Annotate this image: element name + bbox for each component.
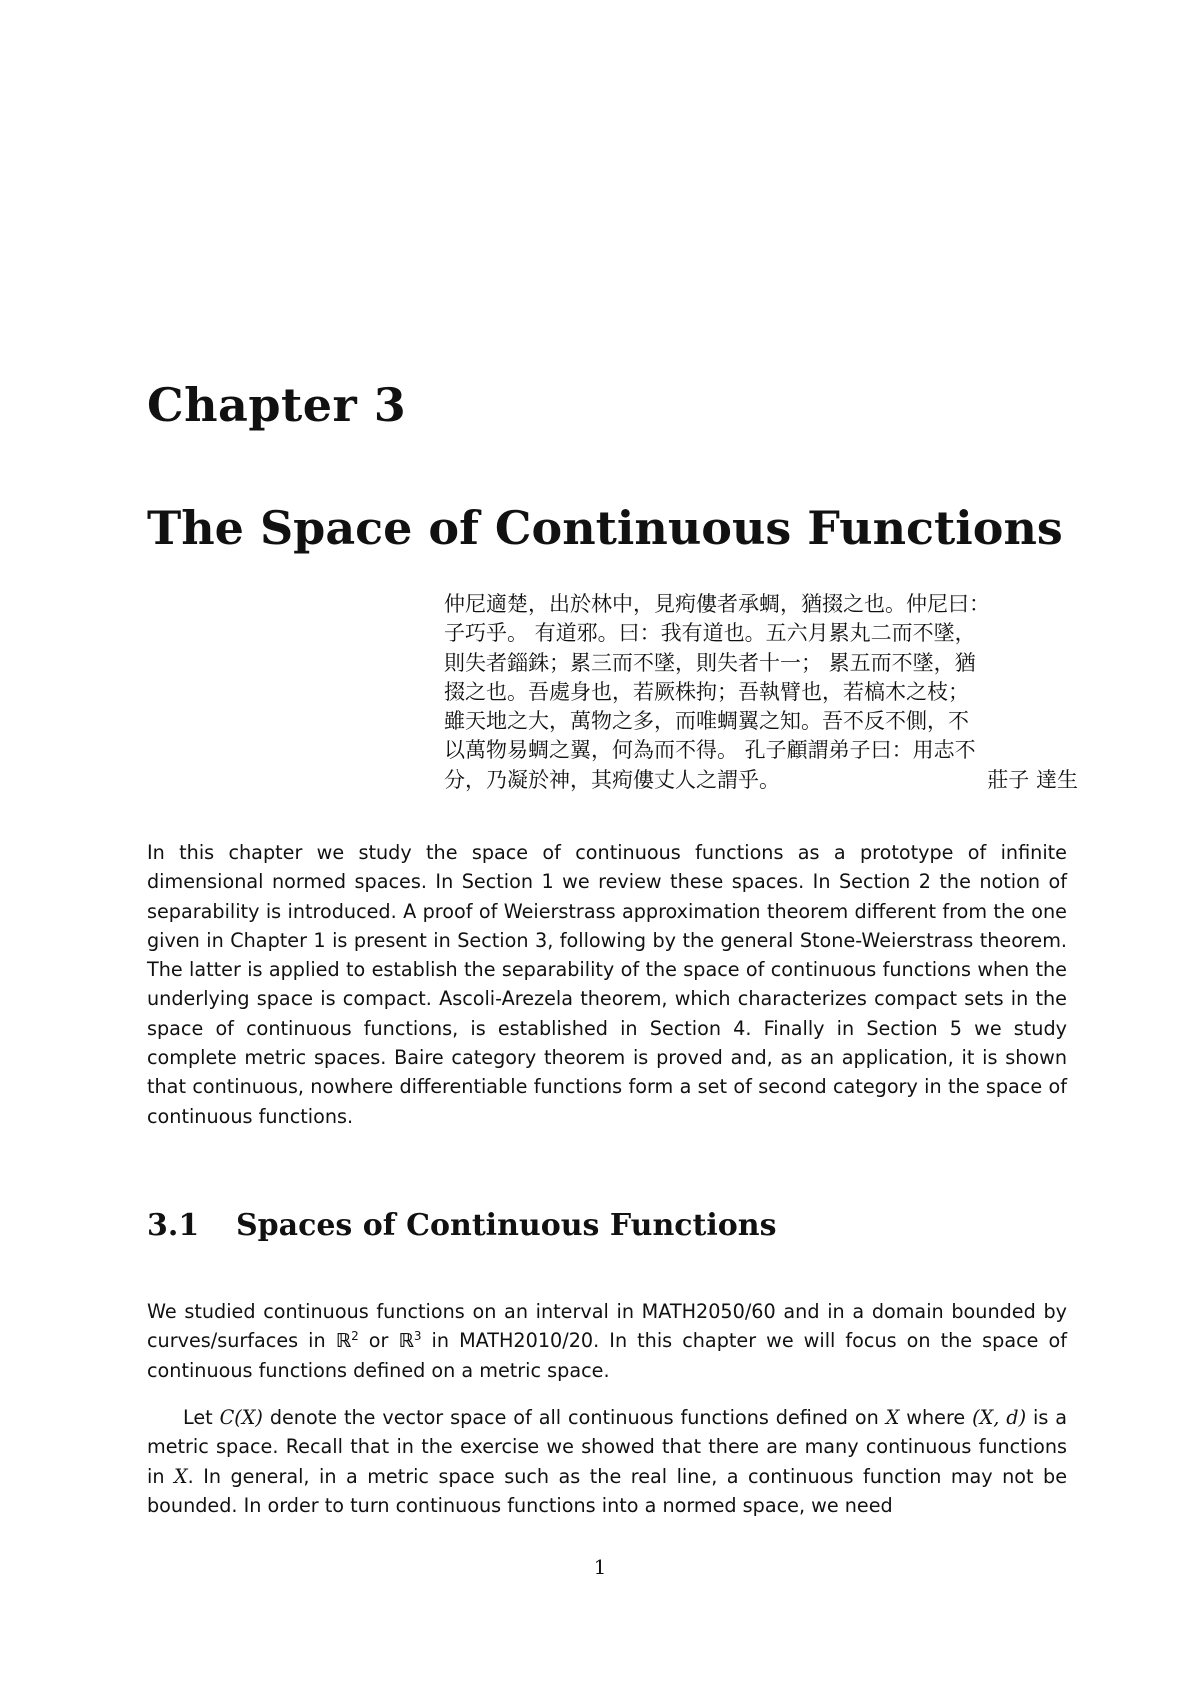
exponent: 2 [351, 1329, 359, 1344]
body-paragraph [147, 1403, 1067, 1520]
epigraph-line: 掇之也。吾處身也，若厥株拘；吾執臂也，若槁木之枝； [444, 679, 969, 704]
intro-paragraph: In this chapter we study the space of continuous functions as a prototype of infinite dimensional normed spaces. In Section 1 we review these spaces. In Section 2 the notion of separability is introduced. A proof of Weierstrass approximation theorem different from the one given in Chapter 1 is present in Section 3, following by the general Stone-Weierstrass theorem. The latter is applied to establish the separability of the space of continuous functions when the underlying space is compact. Ascoli-Arezela theorem, which characterizes compact sets in the space of continuous functions, is established in Section 4. Finally in Section 5 we study complete metric spaces. Baire category theorem is proved and, as an application, it is shown that continuous, nowhere differentiable functions form a set of second category in the space of continuous functions. [147, 841, 1067, 1128]
epigraph [444, 590, 1078, 795]
math-expression: C(X) [219, 1406, 263, 1429]
epigraph-line: 分，乃凝於神，其痀僂丈人之謂乎。 [444, 767, 780, 792]
exponent: 3 [413, 1329, 422, 1344]
math-expression: (X, d) [972, 1406, 1027, 1429]
text-run: in MATH2010/20. In this chapter we will focus on the space of continuous functions defined on a metric space. [147, 1329, 1067, 1382]
page-number: 1 [593, 1555, 607, 1579]
text-run: Let [183, 1406, 220, 1429]
text-run: . In general, in a metric space such as the real line, a continuous function may not be bounded. In order to turn continuous functions into a normed space, we need [147, 1464, 1067, 1517]
text-run: We studied continuous functions on an interval in MATH2050/60 and in a domain bounded by curves/surfaces in [147, 1300, 1067, 1353]
epigraph-line: 則失者錙銖；累三而不墜，則失者十一； 累五而不墜，猶 [444, 650, 976, 675]
epigraph-line: 仲尼適楚，出於林中，見痀僂者承蜩，猶掇之也。仲尼曰： [444, 592, 990, 616]
text-run: where [899, 1406, 973, 1429]
text-run: is a metric space. Recall that in the exercise we showed that there are many continuous functions in [147, 1406, 1067, 1488]
section-title: Spaces of Continuous Functions [236, 1208, 777, 1243]
epigraph-attribution: 莊子 達生 [987, 767, 1078, 792]
math-expression: X [885, 1406, 900, 1429]
text-run: denote the vector space of all continuous functions defined on [262, 1406, 886, 1429]
text-run: or [358, 1329, 399, 1353]
section-number: 3.1 [147, 1208, 200, 1243]
real-numbers-symbol: ℝ [335, 1329, 352, 1353]
math-expression: X [173, 1464, 188, 1488]
epigraph-last-line [444, 766, 1078, 795]
chapter-label: Chapter 3 [147, 378, 407, 432]
section-heading [147, 1208, 777, 1243]
epigraph-line: 以萬物易蜩之翼，何為而不得。 孔子顧謂弟子曰：用志不 [444, 738, 976, 763]
body-paragraph [147, 1297, 1067, 1385]
chapter-title: The Space of Continuous Functions [147, 501, 1063, 555]
real-numbers-symbol: ℝ [398, 1329, 414, 1353]
epigraph-line: 子巧乎。 有道邪。曰：我有道也。五六月累丸二而不墜， [444, 621, 976, 646]
epigraph-line: 雖天地之大，萬物之多，而唯蜩翼之知。吾不反不側，不 [444, 709, 969, 734]
